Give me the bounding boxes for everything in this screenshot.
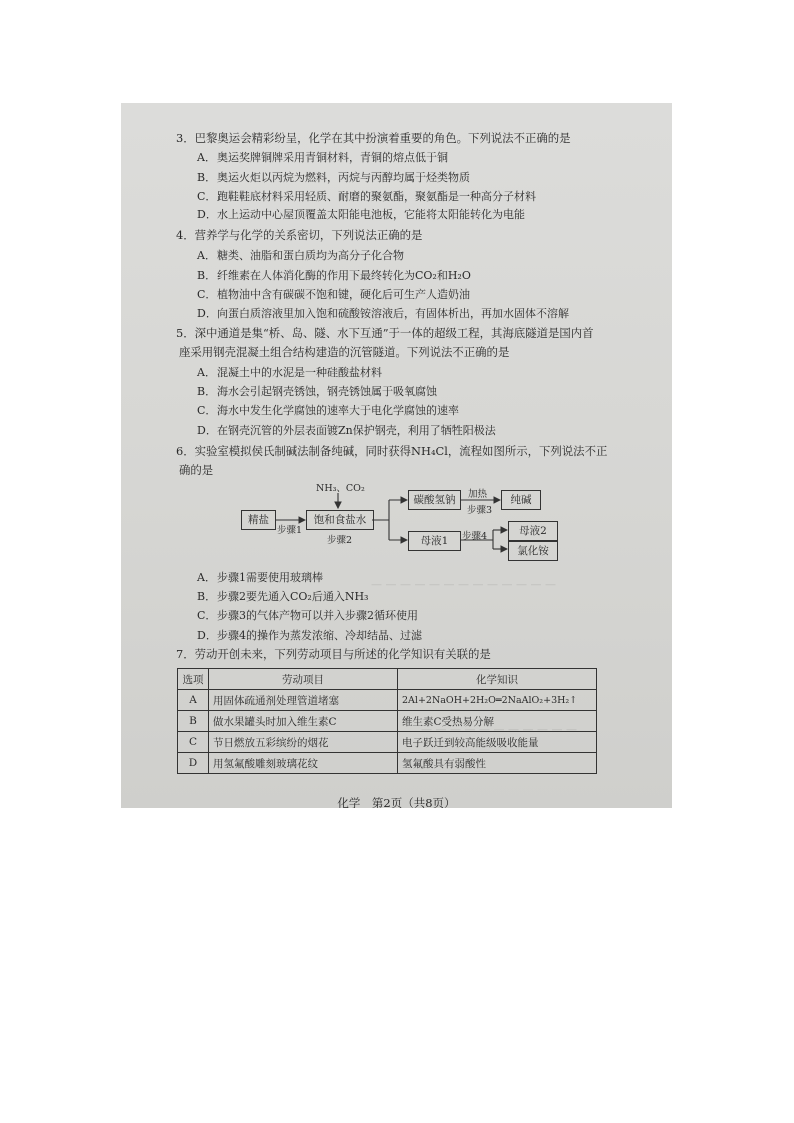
flow-box-tansuan-qingna: 碳酸氢钠 (408, 490, 461, 510)
q3-option-a: A．奥运奖牌铜牌采用青铜材料，青铜的熔点低于铜 (197, 151, 448, 164)
table-cell: 做水果罐头时加入维生素C (209, 711, 398, 732)
table-cell: 节日燃放五彩缤纷的烟花 (209, 732, 398, 753)
bleed-through-texture: — — — — — — — — — — — (421, 723, 577, 736)
question-3-stem: 3．巴黎奥运会精彩纷呈，化学在其中扮演着重要的角色。下列说法不正确的是 (176, 131, 571, 145)
table-cell: 用氢氟酸雕刻玻璃花纹 (209, 753, 398, 774)
exam-page-photo (121, 103, 672, 808)
table-row (178, 732, 597, 753)
flow-box-lvhuaan: 氯化铵 (508, 541, 558, 561)
flow-box-baohe-shiyanshui: 饱和食盐水 (306, 510, 374, 530)
table-row (178, 690, 597, 711)
flow-label-step2: 步骤2 (327, 535, 353, 546)
table-cell: B (178, 711, 209, 732)
flow-label-gases: NH₃、CO₂ (316, 483, 365, 494)
question-4-stem: 4．营养学与化学的关系密切，下列说法正确的是 (176, 228, 423, 242)
table-cell: 维生素C受热易分解 (398, 711, 597, 732)
q4-option-a: A．糖类、油脂和蛋白质均为高分子化合物 (197, 249, 404, 262)
header-cell: 选项 (178, 669, 209, 690)
table-cell: 用固体疏通剂处理管道堵塞 (209, 690, 398, 711)
header-cell: 劳动项目 (209, 669, 398, 690)
flow-label-step3: 步骤3 (467, 505, 493, 516)
bleed-through-texture: — — — — — — — — — — — — — (371, 578, 556, 591)
page-footer: 化学 第2页（共8页） (337, 796, 456, 808)
table-cell: 氢氟酸具有弱酸性 (398, 753, 597, 774)
q3-option-d: D．水上运动中心屋顶覆盖太阳能电池板，它能将太阳能转化为电能 (197, 208, 525, 221)
table-cell: D (178, 753, 209, 774)
flow-label-step4: 步骤4 (462, 531, 488, 542)
question-6-stem-line1: 6．实验室模拟侯氏制碱法制备纯碱，同时获得NH₄Cl，流程如图所示，下列说法不正 (176, 444, 608, 458)
flow-box-muye2: 母液2 (508, 521, 558, 541)
flow-box-muye1: 母液1 (408, 531, 461, 551)
table-cell: 2Al+2NaOH+2H₂O═2NaAlO₂+3H₂↑ (398, 690, 597, 711)
question-5-stem-line2: 座采用钢壳混凝土组合结构建造的沉管隧道。下列说法不正确的是 (179, 345, 510, 359)
table-row (178, 711, 597, 732)
q5-option-c: C．海水中发生化学腐蚀的速率大于电化学腐蚀的速率 (197, 404, 459, 417)
q6-option-d: D．步骤4的操作为蒸发浓缩、冷却结晶、过滤 (197, 629, 422, 642)
question-5-stem-line1: 5．深中通道是集“桥、岛、隧、水下互通”于一体的超级工程，其海底隧道是国内首 (176, 326, 594, 340)
table-row (178, 753, 597, 774)
q5-option-b: B．海水会引起钢壳锈蚀，钢壳锈蚀属于吸氧腐蚀 (197, 385, 437, 398)
header-cell: 化学知识 (398, 669, 597, 690)
q3-option-b: B．奥运火炬以丙烷为燃料，丙烷与丙醇均属于烃类物质 (197, 171, 470, 184)
q6-option-b: B．步骤2要先通入CO₂后通入NH₃ (197, 590, 369, 603)
flow-box-chunjian: 纯碱 (501, 490, 541, 510)
q4-option-c: C．植物油中含有碳碳不饱和键，硬化后可生产人造奶油 (197, 288, 470, 301)
q5-option-d: D．在钢壳沉管的外层表面镀Zn保护钢壳，利用了牺牲阳极法 (197, 424, 496, 437)
q6-option-a: A．步骤1需要使用玻璃棒 (197, 571, 323, 584)
question-6-stem-line2: 确的是 (179, 463, 214, 477)
question-7-stem: 7．劳动开创未来，下列劳动项目与所述的化学知识有关联的是 (176, 647, 491, 661)
flow-label-step1: 步骤1 (277, 525, 303, 536)
flow-label-heat: 加热 (468, 489, 488, 500)
q7-table (177, 668, 597, 774)
table-cell: C (178, 732, 209, 753)
table-cell: A (178, 690, 209, 711)
q3-option-c: C．跑鞋鞋底材料采用轻质、耐磨的聚氨酯，聚氨酯是一种高分子材料 (197, 190, 536, 203)
q4-option-b: B．纤维素在人体消化酶的作用下最终转化为CO₂和H₂O (197, 269, 471, 282)
table-cell: 电子跃迁到较高能级吸收能量 (398, 732, 597, 753)
q5-option-a: A．混凝土中的水泥是一种硅酸盐材料 (197, 366, 382, 379)
flow-box-jingyan: 精盐 (241, 510, 276, 530)
q6-option-c: C．步骤3的气体产物可以并入步骤2循环使用 (197, 609, 418, 622)
q4-option-d: D．向蛋白质溶液里加入饱和硫酸铵溶液后，有固体析出，再加水固体不溶解 (197, 307, 569, 320)
table-header-row (178, 669, 597, 690)
